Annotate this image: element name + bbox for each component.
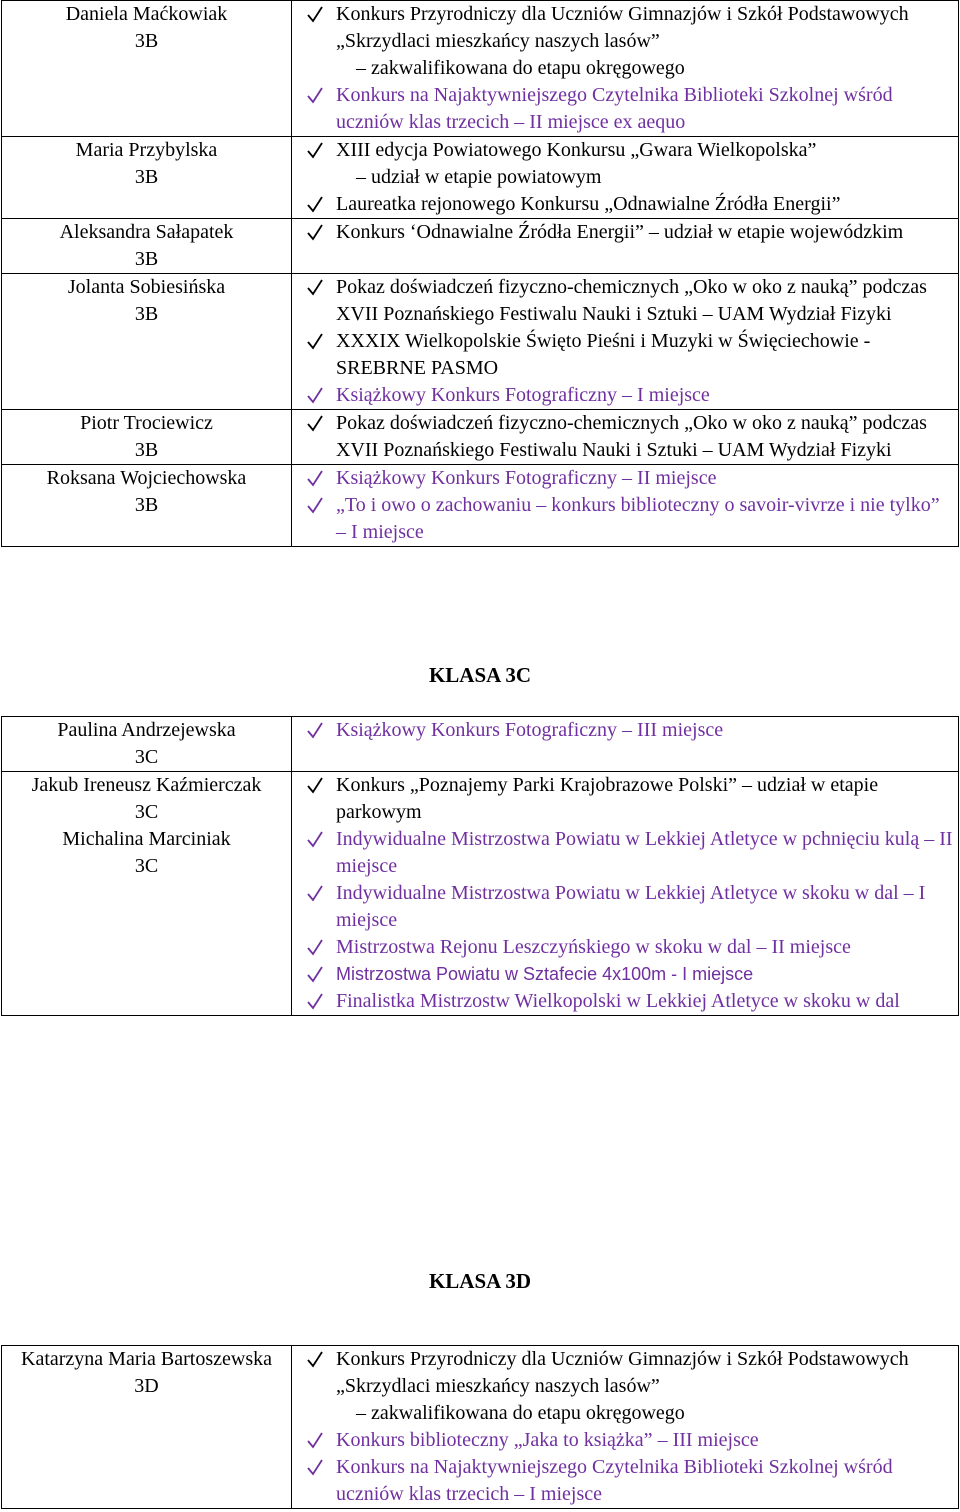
student-entry xyxy=(2,274,291,328)
table-row xyxy=(2,219,959,274)
achievement-item xyxy=(292,961,958,988)
student-name: Michalina Marciniak xyxy=(62,828,231,850)
achievement-text: Książkowy Konkurs Fotograficzny – I miejsce xyxy=(336,384,710,406)
achievement-list xyxy=(292,465,958,546)
achievements-cell xyxy=(292,1346,959,1509)
student-names-cell xyxy=(2,410,292,465)
student-class: 3B xyxy=(134,494,159,516)
checkmark-icon xyxy=(306,1346,324,1373)
checkmark-icon xyxy=(306,880,324,907)
student-entry xyxy=(2,717,291,771)
achievement-text: Książkowy Konkurs Fotograficzny – II miejsce xyxy=(336,467,717,489)
student-name: Jakub Ireneusz Kaźmierczak xyxy=(31,774,262,796)
student-class: 3B xyxy=(134,166,159,188)
student-class: 3C xyxy=(134,801,159,823)
checkmark-icon xyxy=(306,410,324,437)
achievement-item xyxy=(292,880,958,934)
achievement-list xyxy=(292,274,958,409)
achievement-text: Konkurs na Najaktywniejszego Czytelnika Biblioteki Szkolnej wśród uczniów klas trzecich – I miejsce xyxy=(336,1456,898,1505)
achievement-list xyxy=(292,772,958,1015)
student-names-cell xyxy=(2,274,292,410)
achievement-list xyxy=(292,1346,958,1508)
student-name: Jolanta Sobiesińska xyxy=(67,276,226,298)
student-names-cell xyxy=(2,137,292,219)
achievement-text: Finalistka Mistrzostw Wielkopolski w Lekkiej Atletyce w skoku w dal xyxy=(336,990,900,1012)
achievement-item xyxy=(292,219,958,246)
checkmark-icon xyxy=(306,717,324,744)
achievement-text: Konkurs biblioteczny „Jaka to książka” – III miejsce xyxy=(336,1429,759,1451)
achievements-cell xyxy=(292,274,959,410)
heading-klasa-3c: KLASA 3C xyxy=(428,663,532,687)
achievement-item xyxy=(292,934,958,961)
student-name: Katarzyna Maria Bartoszewska xyxy=(21,1348,272,1370)
checkmark-icon xyxy=(306,1,324,28)
achievement-text: Indywidualne Mistrzostwa Powiatu w Lekkiej Atletyce w skoku w dal – I miejsce xyxy=(336,882,931,931)
achievement-text: XXXIX Wielkopolskie Święto Pieśni i Muzyki w Święciechowie - SREBRNE PASMO xyxy=(336,330,876,379)
checkmark-icon xyxy=(306,82,324,109)
achievements-cell xyxy=(292,772,959,1016)
achievement-item xyxy=(292,988,958,1015)
student-name: Paulina Andrzejewska xyxy=(57,719,236,741)
achievement-text: XIII edycja Powiatowego Konkursu „Gwara Wielkopolska” – udział w etapie powiatowym xyxy=(336,139,817,188)
student-names-cell xyxy=(2,465,292,547)
student-entry xyxy=(2,410,291,464)
achievement-text: Pokaz doświadczeń fizyczno-chemicznych „Oko w oko z nauką” podczas XVII Poznańskiego Festiwalu Nauki i Sztuki – UAM Wydział Fizyki xyxy=(336,412,932,461)
student-class: 3C xyxy=(134,746,159,768)
student-entry xyxy=(2,1346,291,1400)
achievement-item xyxy=(292,328,958,382)
table-row xyxy=(2,137,959,219)
student-names-cell xyxy=(2,717,292,772)
student-entry xyxy=(2,137,291,191)
achievement-item xyxy=(292,772,958,826)
student-names-cell xyxy=(2,219,292,274)
achievement-text: Konkurs na Najaktywniejszego Czytelnika Biblioteki Szkolnej wśród uczniów klas trzecich – II miejsce ex aequo xyxy=(336,84,898,133)
student-class: 3B xyxy=(134,439,159,461)
achievement-item xyxy=(292,492,958,546)
achievement-item xyxy=(292,717,958,744)
student-class: 3B xyxy=(134,30,159,52)
student-entry xyxy=(2,772,291,826)
achievement-item xyxy=(292,826,958,880)
achievement-text: Indywidualne Mistrzostwa Powiatu w Lekkiej Atletyce w pchnięciu kulą – II miejsce xyxy=(336,828,958,877)
student-class: 3C xyxy=(134,855,159,877)
table-row xyxy=(2,410,959,465)
achievement-item xyxy=(292,137,958,191)
achievement-item xyxy=(292,1454,958,1508)
student-class: 3B xyxy=(134,303,159,325)
achievement-item xyxy=(292,1,958,82)
student-class: 3D xyxy=(134,1375,159,1397)
student-name: Piotr Trociewicz xyxy=(80,412,213,434)
checkmark-icon xyxy=(306,465,324,492)
achievement-item xyxy=(292,82,958,136)
achievement-text: „To i owo o zachowaniu – konkurs biblioteczny o savoir-vivrze i nie tylko” – I miejsce xyxy=(336,494,945,543)
student-entry xyxy=(2,465,291,519)
student-class: 3B xyxy=(134,248,159,270)
student-names-cell xyxy=(2,1346,292,1509)
achievement-text: Mistrzostwa Rejonu Leszczyńskiego w skoku w dal – II miejsce xyxy=(336,936,851,958)
achievement-text: Konkurs Przyrodniczy dla Uczniów Gimnazjów i Szkół Podstawowych „Skrzydlaci mieszkańcy naszych lasów” – zakwalifikowana do etapu okręgowego xyxy=(336,3,909,79)
achievements-cell xyxy=(292,465,959,547)
achievement-text: Konkurs Przyrodniczy dla Uczniów Gimnazjów i Szkół Podstawowych „Skrzydlaci mieszkańcy naszych lasów” – zakwalifikowana do etapu okręgowego xyxy=(336,1348,909,1424)
checkmark-icon xyxy=(306,219,324,246)
table-row xyxy=(2,274,959,410)
checkmark-icon xyxy=(306,826,324,853)
table-class-3d xyxy=(1,1345,959,1509)
student-entry xyxy=(2,826,291,880)
checkmark-icon xyxy=(306,274,324,301)
table-row xyxy=(2,717,959,772)
checkmark-icon xyxy=(306,961,324,988)
checkmark-icon xyxy=(306,988,324,1015)
checkmark-icon xyxy=(306,1454,324,1481)
achievement-item xyxy=(292,191,958,218)
table-class-3b xyxy=(1,0,959,547)
achievement-item xyxy=(292,1346,958,1427)
achievement-text: Mistrzostwa Powiatu w Sztafecie 4x100m - I miejsce xyxy=(336,964,754,984)
achievement-list xyxy=(292,137,958,218)
achievement-text: Konkurs „Poznajemy Parki Krajobrazowe Polski” – udział w etapie parkowym xyxy=(336,774,884,823)
student-name: Roksana Wojciechowska xyxy=(46,467,247,489)
student-name: Daniela Maćkowiak xyxy=(65,3,228,25)
achievement-list xyxy=(292,717,958,744)
achievement-list xyxy=(292,410,958,464)
achievement-text: Książkowy Konkurs Fotograficzny – III miejsce xyxy=(336,719,724,741)
checkmark-icon xyxy=(306,137,324,164)
checkmark-icon xyxy=(306,328,324,355)
table-row xyxy=(2,1,959,137)
checkmark-icon xyxy=(306,1427,324,1454)
achievement-text: Pokaz doświadczeń fizyczno-chemicznych „Oko w oko z nauką” podczas XVII Poznańskiego Festiwalu Nauki i Sztuki – UAM Wydział Fizyki xyxy=(336,276,932,325)
checkmark-icon xyxy=(306,191,324,218)
achievements-cell xyxy=(292,410,959,465)
table-class-3c xyxy=(1,716,959,1016)
student-entry xyxy=(2,219,291,273)
heading-klasa-3d: KLASA 3D xyxy=(428,1269,532,1293)
achievement-text: Konkurs ‘Odnawialne Źródła Energii” – udział w etapie wojewódzkim xyxy=(336,221,904,243)
achievements-cell xyxy=(292,137,959,219)
achievements-cell xyxy=(292,717,959,772)
student-entry xyxy=(2,1,291,55)
student-names-cell xyxy=(2,1,292,137)
achievement-list xyxy=(292,219,958,246)
table-row xyxy=(2,1346,959,1509)
table-row xyxy=(2,772,959,1016)
student-name: Aleksandra Sałapatek xyxy=(59,221,234,243)
checkmark-icon xyxy=(306,492,324,519)
student-name: Maria Przybylska xyxy=(75,139,218,161)
checkmark-icon xyxy=(306,382,324,409)
achievement-text: Laureatka rejonowego Konkursu „Odnawialne Źródła Energii” xyxy=(336,193,841,215)
achievement-item xyxy=(292,1427,958,1454)
checkmark-icon xyxy=(306,772,324,799)
achievement-item xyxy=(292,382,958,409)
achievement-list xyxy=(292,1,958,136)
checkmark-icon xyxy=(306,934,324,961)
achievements-cell xyxy=(292,1,959,137)
table-row xyxy=(2,465,959,547)
achievement-item xyxy=(292,274,958,328)
achievement-item xyxy=(292,465,958,492)
student-names-cell xyxy=(2,772,292,1016)
achievement-item xyxy=(292,410,958,464)
achievements-cell xyxy=(292,219,959,274)
